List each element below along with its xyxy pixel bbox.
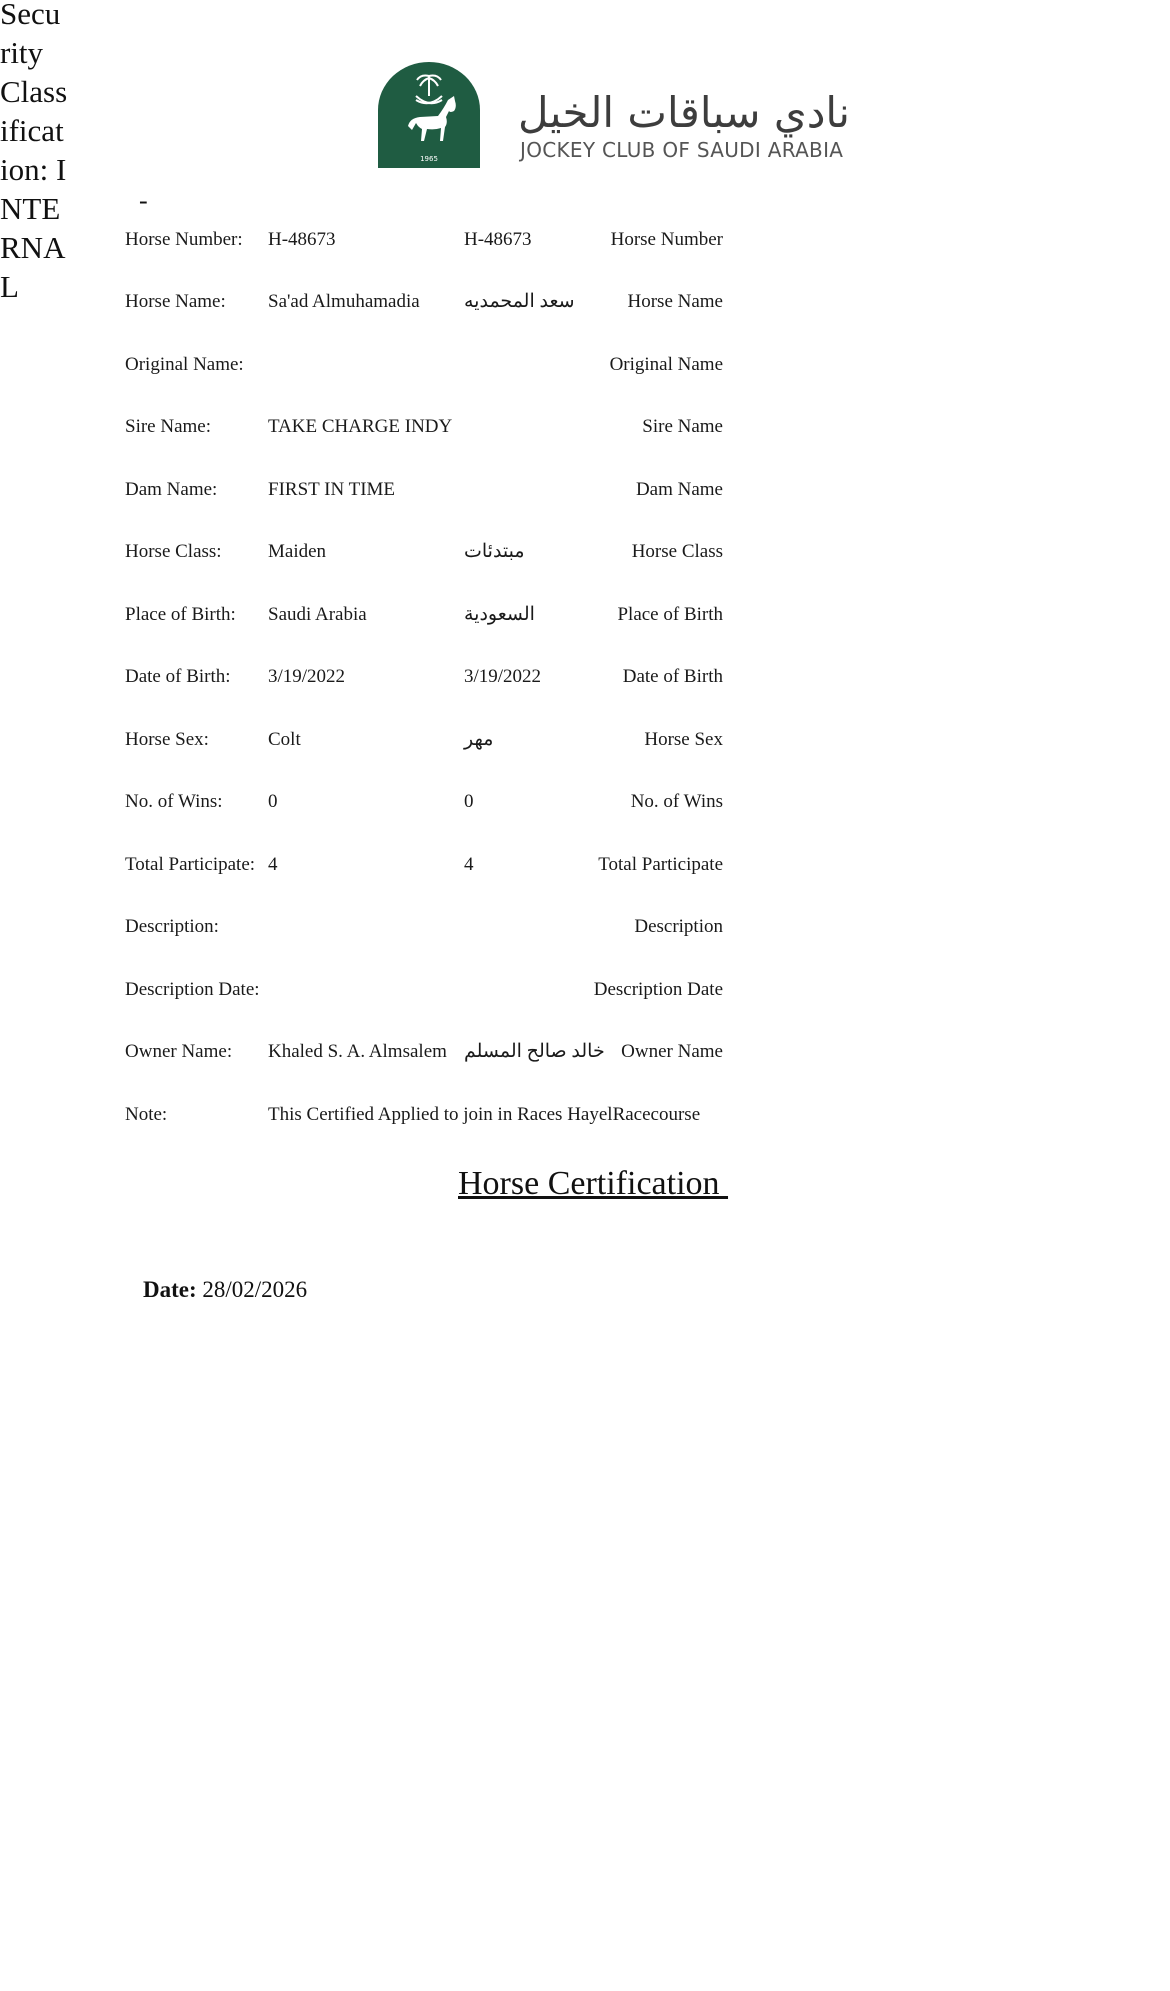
security-classification: Security Classification: INTERNAL (0, 0, 68, 304)
value-note: This Certified Applied to join in Races HayelRacecourse (268, 1104, 701, 1125)
date-value: 28/02/2026 (202, 1277, 308, 1302)
value-date-of-birth: 3/19/2022 (268, 666, 346, 687)
row-total-participate (0, 850, 740, 880)
value-ar-horse-sex: مهر (464, 729, 494, 750)
value-place-of-birth: Saudi Arabia (268, 604, 367, 625)
label-place-of-birth: Place of Birth: (125, 604, 236, 625)
jockey-club-logo (378, 62, 850, 172)
label-right-original-name: Original Name (609, 354, 723, 375)
horse-seal-icon (378, 62, 480, 168)
row-horse-class (0, 537, 740, 567)
value-ar-date-of-birth: 3/19/2022 (464, 666, 542, 687)
label-right-owner-name: Owner Name (621, 1041, 723, 1062)
label-sire-name: Sire Name: (125, 416, 212, 437)
header-dash: - (139, 186, 148, 215)
value-dam-name: FIRST IN TIME (268, 479, 396, 500)
label-horse-sex: Horse Sex: (125, 729, 209, 750)
value-horse-sex: Colt (268, 729, 301, 750)
label-right-total-participate: Total Participate (598, 854, 723, 875)
value-ar-horse-name: سعد المحمديه (464, 291, 575, 312)
seal-year: 1965 (420, 155, 438, 163)
value-horse-class: Maiden (268, 541, 327, 562)
label-right-place-of-birth: Place of Birth (617, 604, 723, 625)
label-right-description-date: Description Date (593, 979, 723, 1000)
logo-arabic-name: نادي سباقات الخيل (518, 88, 850, 137)
row-date-of-birth (0, 662, 740, 692)
label-horse-class: Horse Class: (125, 541, 222, 562)
row-no-of-wins (0, 787, 740, 817)
label-right-horse-number: Horse Number (610, 229, 723, 250)
label-horse-number: Horse Number: (125, 229, 243, 250)
label-description-date: Description Date: (125, 979, 260, 1000)
value-ar-place-of-birth: السعودية (464, 604, 535, 625)
label-description: Description: (125, 916, 219, 937)
value-horse-number: H-48673 (268, 229, 336, 250)
label-note: Note: (125, 1104, 168, 1125)
row-place-of-birth (0, 600, 740, 630)
value-no-of-wins: 0 (268, 791, 278, 812)
label-right-description: Description (634, 916, 723, 937)
value-ar-horse-class: مبتدئات (464, 541, 525, 562)
value-ar-no-of-wins: 0 (464, 791, 474, 812)
logo-english-name: JOCKEY CLUB OF SAUDI ARABIA (520, 138, 844, 162)
value-owner-name: Khaled S. A. Almsalem (268, 1041, 447, 1062)
label-right-date-of-birth: Date of Birth (622, 666, 723, 687)
certificate-title: Horse Certification (458, 1165, 729, 1202)
label-total-participate: Total Participate: (125, 854, 256, 875)
value-horse-name: Sa'ad Almuhamadia (268, 291, 420, 312)
issue-date (143, 1277, 307, 1303)
row-note (0, 1100, 740, 1130)
label-right-horse-sex: Horse Sex (644, 729, 723, 750)
value-ar-horse-number: H-48673 (464, 229, 532, 250)
row-sire-name (0, 412, 740, 442)
label-dam-name: Dam Name: (125, 479, 218, 500)
label-original-name: Original Name: (125, 354, 244, 375)
row-horse-number (0, 225, 740, 255)
label-date-of-birth: Date of Birth: (125, 666, 231, 687)
row-original-name (0, 350, 740, 380)
row-horse-sex (0, 725, 740, 755)
label-owner-name: Owner Name: (125, 1041, 233, 1062)
label-no-of-wins: No. of Wins: (125, 791, 223, 812)
label-right-dam-name: Dam Name (635, 479, 723, 500)
label-right-horse-class: Horse Class (631, 541, 723, 562)
row-horse-name (0, 287, 740, 317)
value-ar-owner-name: خالد صالح المسلم (464, 1041, 605, 1062)
label-right-horse-name: Horse Name (627, 291, 723, 312)
label-right-no-of-wins: No. of Wins (630, 791, 723, 812)
date-label: Date: (143, 1277, 197, 1302)
row-description (0, 912, 740, 942)
label-horse-name: Horse Name: (125, 291, 226, 312)
value-sire-name: TAKE CHARGE INDY (268, 416, 453, 437)
row-dam-name (0, 475, 740, 505)
label-right-sire-name: Sire Name (642, 416, 723, 437)
value-total-participate: 4 (268, 854, 278, 875)
row-owner-name (0, 1037, 740, 1067)
value-ar-total-participate: 4 (464, 854, 474, 875)
row-description-date (0, 975, 740, 1005)
